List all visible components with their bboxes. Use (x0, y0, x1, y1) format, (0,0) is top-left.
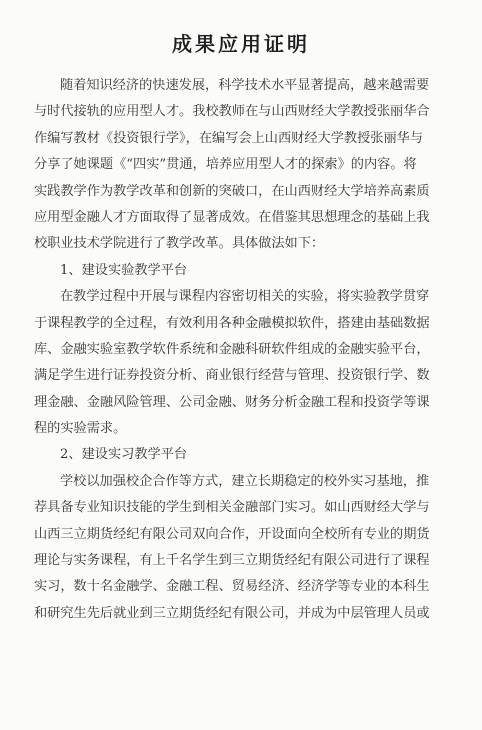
section-heading: 1、建设实验教学平台 (60, 262, 188, 278)
paragraph-line: 与时代接轨的应用型人才。我校教师在与山西财经大学教授张丽华合 (34, 104, 430, 120)
paragraph-line: 作编写教材《投资银行学》，在编写会上山西财经大学教授张丽华与 (34, 130, 424, 146)
document-title: 成果应用证明 (172, 32, 310, 56)
paragraph-line: 库、金融实验室教学软件系统和金融科研软件组成的金融实验平台， (34, 341, 430, 357)
paragraph-line: 山西三立期货经纪有限公司双向合作，开设面向全校所有专业的期货 (34, 526, 430, 542)
section-heading: 2、建设实习教学平台 (60, 447, 188, 463)
paragraph-line: 程的实验需求。 (34, 421, 127, 437)
paragraph-line: 分享了她课题《“四实”贯通，培养应用型人才的探索》的内容。将 (34, 157, 417, 173)
paragraph-line: 实习，数十名金融学、金融工程、贸易经济、经济学等专业的本科生 (34, 579, 430, 595)
paragraph-line: 随着知识经济的快速发展，科学技术水平显著提高，越来越需要 (60, 78, 430, 93)
paragraph-line: 应用型金融人才方面取得了显著成效。在借鉴其思想理念的基础上我 (34, 209, 430, 225)
paragraph-line: 学校以加强校企合作等方式，建立长期稳定的校外实习基地，推 (60, 473, 430, 489)
paragraph-line: 实践教学作为教学改革和创新的突破口，在山西财经大学培养高素质 (34, 183, 430, 199)
paragraph-line: 满足学生进行证券投资分析、商业银行经营与管理、投资银行学、数 (34, 368, 430, 384)
paragraph-line: 校职业技术学院进行了教学改革。具体做法如下： (34, 236, 325, 252)
paragraph-line: 理论与实务课程，有上千名学生到三立期货经纪有限公司进行了课程 (34, 553, 430, 569)
paragraph-line: 和研究生先后就业到三立期货经纪有限公司，并成为中层管理人员或 (34, 605, 430, 621)
paragraph-line: 在教学过程中开展与课程内容密切相关的实验，将实验教学贯穿 (60, 289, 430, 305)
document-body (34, 73, 444, 627)
paragraph-line: 理金融、金融风险管理、公司金融、财务分析金融工程和投资学等课 (34, 394, 430, 410)
paragraph-line: 荐具备专业知识技能的学生到相关金融部门实习。如山西财经大学与 (34, 500, 430, 516)
paragraph-line: 于课程教学的全过程，有效利用各种金融模拟软件，搭建由基础数据 (34, 315, 430, 331)
